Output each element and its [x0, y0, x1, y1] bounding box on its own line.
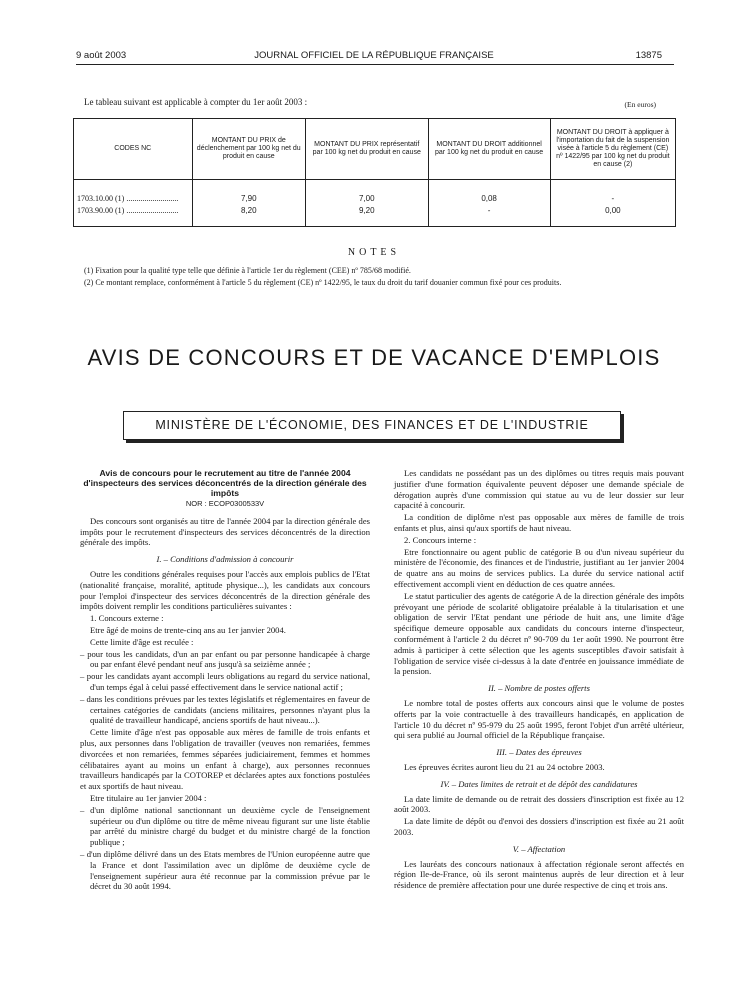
table-cell: 7,00: [306, 180, 428, 205]
right-column: [394, 468, 684, 892]
table-unit: (En euros): [624, 100, 656, 109]
table-header-cell: MONTANT DU PRIX de déclenchement par 100 kg net du produit en cause: [192, 119, 306, 180]
section-title: AVIS DE CONCOURS ET DE VACANCE D'EMPLOIS: [87, 345, 661, 370]
notes-heading: NOTES: [347, 247, 401, 258]
table-cell: 1703.90.00 (1) ..........................: [74, 204, 193, 227]
paragraph: Les candidats ne possédant pas un des diplômes ou titres requis mais pouvant justifier d'une formation équivalente peuvent déposer une demande spéciale de dérogation auprès d'une commission qui statue au vu de leur dossier sur leur capacité à concourir.: [394, 468, 684, 511]
paragraph: La condition de diplôme n'est pas opposable aux mères de famille de trois enfants et plus, ainsi qu'aux sportifs de haut niveau.: [394, 512, 684, 533]
table-header-cell: MONTANT DU DROIT additionnel par 100 kg net du produit en cause: [428, 119, 550, 180]
table-header-cell: CODES NC: [74, 119, 193, 180]
list-item: – dans les conditions prévues par les textes législatifs et réglementaires en faveur de certaines catégories de candidats (anciens militaires, personnes n'ayant plus la qualité de travailleur handicapé, anciens sportifs de haut niveau...).: [80, 693, 370, 726]
paragraph: Le nombre total de postes offerts aux concours ainsi que le volume de postes offerts par la voie contractuelle à des travailleurs handicapés, en application de l'article 10 du décret nº 95-979 du 25 août 1995, feront l'objet d'un arrêté ultérieur, qui sera publié au Journal officiel de la République française.: [394, 697, 684, 741]
paragraph: Etre titulaire au 1er janvier 2004 :: [90, 792, 207, 803]
table-header-row: [74, 119, 676, 180]
paragraph: 2. Concours interne :: [404, 534, 477, 545]
table-cell: 8,20: [192, 204, 306, 227]
list-item: – d'un diplôme délivré dans un des Etats membres de l'Union européenne autre que la France et dont l'assimilation avec un diplôme de deuxième cycle de l'enseignement supérieur aura été reconnue par la commission prévue par le décret du 30 août 1994.: [80, 848, 370, 892]
table-cell: 7,90: [192, 180, 306, 205]
paragraph: La date limite de demande ou de retrait des dossiers d'inscription est fixée au 12 août 2003.: [394, 793, 684, 815]
header-page-number: 13875: [635, 50, 662, 61]
header-divider: [76, 64, 674, 65]
nor-reference: NOR : ECOP0300533V: [185, 499, 265, 508]
header-date: 9 août 2003: [76, 50, 127, 61]
notice-title: Avis de concours pour le recrutement au titre de l'année 2004 d'inspecteurs des services déconcentrés de la direction générale des impôts: [83, 468, 367, 498]
section-heading: IV. – Dates limites de retrait et de dépôt des candidatures: [440, 778, 638, 789]
table-cell: 0,00: [550, 204, 675, 227]
table-row: [74, 204, 676, 227]
paragraph: Outre les conditions générales requises pour l'accès aux emplois publics de l'Etat (nationalité française, moralité, aptitude physique...), les candidats aux concours pour l'emploi d'inspecteur des services déconcentrés de la direction générale des impôts doivent remplir les conditions particulières suivantes :: [80, 568, 370, 612]
table-row: [74, 180, 676, 205]
table-cell: -: [428, 204, 550, 227]
section-heading: II. – Nombre de postes offerts: [488, 683, 590, 694]
table-header-cell: MONTANT DU PRIX représentatif par 100 kg net du produit en cause: [306, 119, 428, 180]
header-journal-title: JOURNAL OFFICIEL DE LA RÉPUBLIQUE FRANÇAISE: [254, 50, 494, 61]
paragraph: Le statut particulier des agents de catégorie A de la direction générale des impôts prévoyant une période de scolarité obligatoire préalable à la titularisation et une obligation de servir l'Etat pendant une période de huit ans, une limite d'âge spécifique demeure opposable aux candidats du concours interne d'inspecteur, conformément à l'article 2 du décret nº 90-709 du 1er août 1990. Ne pourront être admis à participer à cette sélection que les agents susceptibles d'avoir satisfait à l'obligation de service visée ci-dessus à la date d'entrée en jouissance immédiate de la pension.: [394, 590, 684, 677]
table-cell: -: [550, 180, 675, 205]
tariff-table: [73, 118, 676, 227]
paragraph: La date limite de dépôt ou d'envoi des dossiers d'inscription est fixée au 21 août 2003.: [394, 816, 684, 837]
paragraph: Etre âgé de moins de trente-cinq ans au 1er janvier 2004.: [90, 624, 286, 635]
table-cell: 1703.10.00 (1) ..........................: [74, 180, 193, 205]
list-item: – pour tous les candidats, d'un an par enfant ou par personne handicapée à charge ou par enfant élevé pendant neuf ans jusqu'à sa seizième année ;: [80, 648, 370, 670]
paragraph: Cette limite d'âge n'est pas opposable aux mères de famille de trois enfants et plus, aux personnes dans l'obligation de travailler (veuves non remariées, femmes divorcées et non remariées, femmes séparées judiciairement, femmes et hommes célibataires ayant au moins un enfant à charge), aux personnes reconnues travailleurs handicapés par la COTOREP et déclarées aptes aux fonctions postulées et aux sportifs de haut niveau.: [80, 727, 370, 792]
note-item: (2) Ce montant remplace, conformément à l'article 5 du règlement (CE) nº 1422/95, le taux du droit du tarif douanier commun fixé pour ces produits.: [84, 278, 562, 287]
paragraph: Cette limite d'âge est reculée :: [90, 636, 194, 647]
table-cell: 0,08: [428, 180, 550, 205]
note-item: (1) Fixation pour la qualité type telle que définie à l'article 1er du règlement (CEE) nº 785/68 modifié.: [84, 266, 411, 275]
paragraph: Des concours sont organisés au titre de l'année 2004 par la direction générale des impôts pour le recrutement d'inspecteurs des services déconcentrés de la direction générale des impôts.: [80, 515, 370, 548]
paragraph: Les épreuves écrites auront lieu du 21 au 24 octobre 2003.: [404, 761, 605, 772]
section-heading: V. – Affectation: [512, 843, 566, 854]
ministry-banner: MINISTÈRE DE L'ÉCONOMIE, DES FINANCES ET DE L'INDUSTRIE: [123, 411, 621, 440]
paragraph: 1. Concours externe :: [90, 613, 164, 624]
list-item: – pour les candidats ayant accompli leurs obligations au regard du service national, d'un temps égal à celui passé effectivement dans le service national actif ;: [80, 671, 370, 692]
paragraph: Etre fonctionnaire ou agent public de catégorie B ou d'un niveau supérieur du ministère de l'économie, des finances et de l'industrie, justifiant au 1er janvier 2004 de quatre ans au moins de services publics. La durée du service national actif effectivement accompli vient en déduction de ces quatre années.: [394, 546, 684, 589]
table-intro: Le tableau suivant est applicable à compter du 1er août 2003 :: [84, 97, 308, 107]
left-column: [80, 468, 370, 893]
table-cell: 9,20: [306, 204, 428, 227]
section-heading: I. – Conditions d'admission à concourir: [156, 554, 294, 565]
list-item: – d'un diplôme national sanctionnant un deuxième cycle de l'enseignement supérieur ou d'un diplôme ou titre de même niveau figurant sur une liste établie par arrêté du ministre chargé du budget et du ministre chargé de la fonction publique ;: [80, 804, 370, 848]
section-heading: III. – Dates des épreuves: [496, 747, 582, 758]
table-header-cell: MONTANT DU DROIT à appliquer à l'importation du fait de la suspension visée à l'article 5 du règlement (CE) nº 1422/95 par 100 kg net du produit en cause (2): [550, 119, 675, 180]
paragraph: Les lauréats des concours nationaux à affectation régionale seront affectés en région Ile-de-France, où ils seront maintenus auprès de leur direction et à leur résidence de première affectation pour une durée respective de cinq et trois ans.: [394, 858, 684, 891]
